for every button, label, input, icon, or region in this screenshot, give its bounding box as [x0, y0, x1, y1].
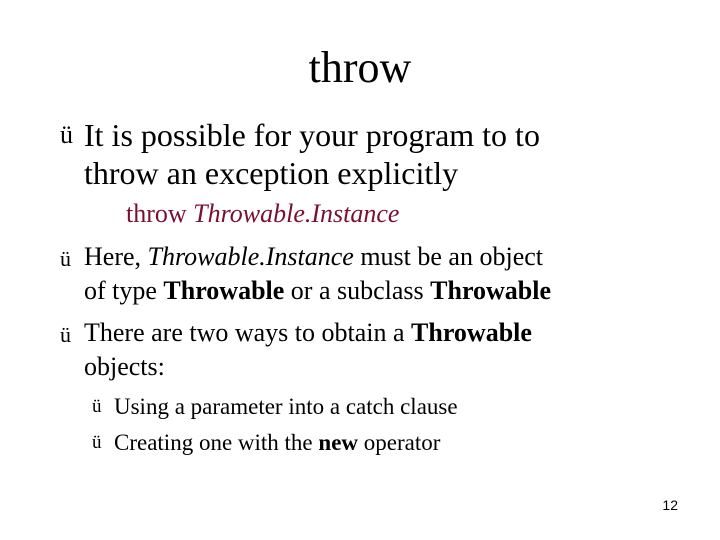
- bullet-2-line-2: [84, 274, 700, 308]
- bullet-3-line-1: [84, 316, 700, 350]
- bullet-2-prefix: Here,: [84, 242, 148, 271]
- bullet-1-line-1: It is possible for your program to to: [84, 117, 540, 153]
- bullet-3: [60, 316, 700, 384]
- sub-bullet-1: [92, 392, 652, 422]
- bullet-2-line2-mid: or a subclass: [284, 276, 431, 305]
- bullet-1: [60, 116, 700, 192]
- bullet-1-line-2: throw an exception explicitly: [84, 155, 459, 191]
- sub-bullet-2-post: operator: [358, 430, 441, 455]
- code-line: [126, 197, 399, 231]
- checkmark-icon: ü: [92, 432, 102, 453]
- bullet-3-line1-pre: There are two ways to obtain a: [84, 318, 412, 347]
- bullet-2-rest: must be an object: [353, 242, 544, 271]
- bullet-3-line-2: objects:: [84, 352, 165, 381]
- sub-bullet-2-pre: Creating one with the: [114, 430, 319, 455]
- bullet-2-line2-pre: of type: [84, 276, 164, 305]
- sub-bullet-2-bold: new: [318, 430, 359, 455]
- bullet-2: [60, 240, 700, 308]
- bullet-2-bold-1: Throwable: [163, 276, 285, 305]
- sub-bullet-2: [92, 428, 652, 458]
- checkmark-icon: ü: [60, 322, 71, 347]
- bullet-2-italic: Throwable.Instance: [147, 242, 354, 271]
- code-argument: Throwable.Instance: [193, 199, 400, 228]
- bullet-2-bold-2: Throwable: [430, 276, 552, 305]
- page-number: 12: [662, 497, 678, 513]
- checkmark-icon: ü: [60, 246, 71, 271]
- bullet-2-line-1: [84, 240, 700, 274]
- sub-bullet-1-text: Using a parameter into a catch clause: [114, 394, 458, 419]
- slide-title: throw: [308, 43, 412, 92]
- bullet-3-bold: Throwable: [411, 318, 532, 347]
- checkmark-icon: ü: [60, 120, 73, 149]
- checkmark-icon: ü: [92, 396, 102, 417]
- code-keyword: throw: [126, 199, 194, 228]
